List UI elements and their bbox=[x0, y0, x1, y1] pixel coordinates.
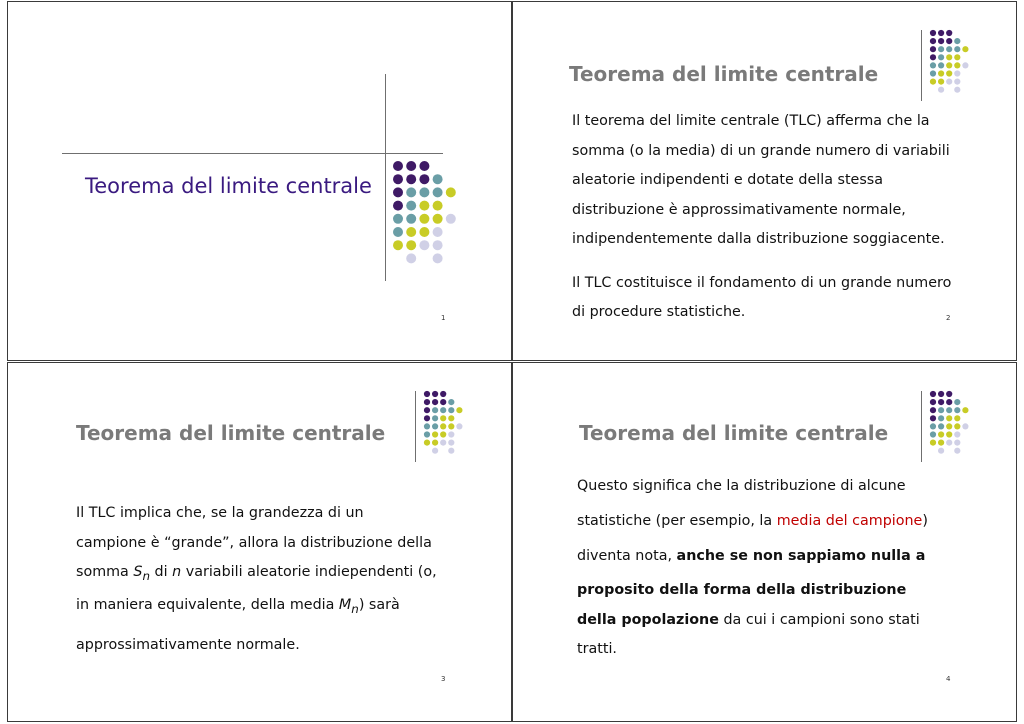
subscript-n: n bbox=[142, 568, 150, 583]
text-line bbox=[577, 606, 928, 634]
text-run: variabili aleatorie indiependenti (o, bbox=[181, 564, 437, 580]
decorative-dot bbox=[424, 415, 430, 421]
decorative-dot bbox=[954, 87, 960, 93]
decorative-dot bbox=[393, 201, 403, 211]
decorative-dot bbox=[954, 79, 960, 85]
text-line: Il TLC implica che, se la grandezza di un bbox=[76, 505, 364, 521]
text-line bbox=[76, 558, 437, 591]
decorative-dot bbox=[946, 431, 952, 437]
decorative-dot bbox=[419, 240, 429, 250]
decorative-dot bbox=[938, 448, 944, 454]
decorative-dot bbox=[946, 399, 952, 405]
decorative-dot bbox=[930, 79, 936, 85]
decorative-dot bbox=[424, 431, 430, 437]
text-line: Questo significa che la distribuzione di alcune bbox=[577, 478, 906, 494]
decorative-dot bbox=[432, 423, 438, 429]
text-line: indipendentemente dalla distribuzione soggiacente. bbox=[572, 231, 945, 247]
text-run: da cui i campioni sono stati bbox=[718, 612, 920, 628]
decorative-dot bbox=[938, 399, 944, 405]
decorative-dot bbox=[393, 227, 403, 237]
decorative-dot bbox=[930, 46, 936, 52]
decorative-dot bbox=[419, 227, 429, 237]
decorative-dot bbox=[432, 399, 438, 405]
symbol-n: n bbox=[172, 564, 182, 580]
decorative-dot bbox=[954, 407, 960, 413]
decorative-dot bbox=[954, 448, 960, 454]
text-line: campione è “grande”, allora la distribuzione della bbox=[76, 534, 432, 551]
decorative-dot bbox=[938, 415, 944, 421]
text-line bbox=[76, 591, 437, 624]
decorative-dot bbox=[393, 187, 403, 197]
decorative-dot bbox=[954, 415, 960, 421]
text-line: somma (o la media) di un grande numero di variabili bbox=[572, 142, 950, 159]
decorative-dot bbox=[419, 214, 429, 224]
decorative-dot bbox=[433, 187, 443, 197]
slide-2 bbox=[512, 1, 1017, 361]
decorative-dot bbox=[448, 407, 454, 413]
decorative-dot bbox=[433, 227, 443, 237]
decorative-dot bbox=[954, 54, 960, 60]
decorative-dot bbox=[433, 201, 443, 211]
subscript-n: n bbox=[351, 602, 359, 617]
decorative-dot bbox=[946, 423, 952, 429]
decorative-dot bbox=[406, 227, 416, 237]
decorative-dot bbox=[930, 38, 936, 44]
text-line: proposito della forma della distribuzione bbox=[577, 582, 907, 598]
decorative-dot bbox=[946, 30, 952, 36]
decorative-dot bbox=[406, 214, 416, 224]
decorative-dot bbox=[938, 38, 944, 44]
decorative-dot bbox=[419, 187, 429, 197]
decorative-dot bbox=[448, 399, 454, 405]
decorative-dot bbox=[938, 79, 944, 85]
text-run: diventa nota, bbox=[577, 548, 677, 564]
decorative-dot bbox=[406, 161, 416, 171]
decorative-dot bbox=[424, 407, 430, 413]
decorative-dot bbox=[440, 423, 446, 429]
text-run: ) bbox=[922, 513, 928, 529]
decorative-dot bbox=[424, 440, 430, 446]
decorative-dot bbox=[440, 399, 446, 405]
decorative-dot bbox=[930, 54, 936, 60]
decorative-dot bbox=[433, 253, 443, 263]
decorative-dot bbox=[938, 431, 944, 437]
slide-4 bbox=[512, 362, 1017, 722]
decorative-dot bbox=[946, 54, 952, 60]
decorative-dot bbox=[930, 431, 936, 437]
text-run: di bbox=[149, 564, 173, 580]
decorative-dot bbox=[456, 423, 462, 429]
decorative-dot bbox=[424, 391, 430, 397]
decorative-dot bbox=[393, 214, 403, 224]
decorative-dot bbox=[946, 70, 952, 76]
slide-title: Teorema del limite centrale bbox=[579, 421, 889, 445]
decorative-dot bbox=[448, 423, 454, 429]
slide-3 bbox=[7, 362, 512, 722]
text-run: somma bbox=[76, 564, 134, 580]
decorative-dot bbox=[930, 62, 936, 68]
decorative-dot bbox=[432, 391, 438, 397]
decorative-dot bbox=[433, 174, 443, 184]
decorative-dot bbox=[424, 399, 430, 405]
text-line: Il teorema del limite centrale (TLC) afferma che la bbox=[572, 113, 930, 129]
decorative-dot bbox=[406, 253, 416, 263]
decorative-dot bbox=[946, 79, 952, 85]
decorative-dot bbox=[938, 30, 944, 36]
decorative-dot bbox=[954, 38, 960, 44]
decorative-dot bbox=[946, 415, 952, 421]
decorative-dot bbox=[440, 415, 446, 421]
decorative-dot bbox=[433, 240, 443, 250]
decorative-dot bbox=[938, 407, 944, 413]
decorative-dot bbox=[954, 423, 960, 429]
decorative-dot bbox=[946, 391, 952, 397]
dot-grid-decoration bbox=[8, 2, 512, 361]
decorative-dot bbox=[930, 407, 936, 413]
decorative-dot bbox=[946, 46, 952, 52]
decorative-dot bbox=[930, 70, 936, 76]
decorative-dot bbox=[938, 54, 944, 60]
text-line: aleatorie indipendenti e dotate della stessa bbox=[572, 172, 884, 188]
decorative-dot bbox=[954, 62, 960, 68]
decorative-dot bbox=[393, 240, 403, 250]
text-line bbox=[577, 504, 928, 539]
decorative-dot bbox=[938, 423, 944, 429]
decorative-dot bbox=[406, 240, 416, 250]
decorative-dot bbox=[406, 201, 416, 211]
decorative-dot bbox=[938, 391, 944, 397]
highlighted-term: media del campione bbox=[776, 513, 923, 529]
decorative-dot bbox=[393, 161, 403, 171]
decorative-dot bbox=[432, 440, 438, 446]
main-title: Teorema del limite centrale bbox=[85, 174, 372, 198]
decorative-dot bbox=[938, 62, 944, 68]
decorative-dot bbox=[406, 187, 416, 197]
decorative-dot bbox=[424, 423, 430, 429]
decorative-dot bbox=[954, 440, 960, 446]
decorative-dot bbox=[440, 407, 446, 413]
page-number: 1 bbox=[441, 314, 446, 322]
decorative-dot bbox=[938, 87, 944, 93]
slide-body bbox=[577, 469, 928, 664]
decorative-dot bbox=[456, 407, 462, 413]
text-line: approssimativamente normale. bbox=[76, 636, 300, 653]
text-line: di procedure statistiche. bbox=[572, 304, 746, 320]
decorative-dot bbox=[946, 62, 952, 68]
slide-title: Teorema del limite centrale bbox=[76, 421, 386, 445]
decorative-dot bbox=[448, 431, 454, 437]
decorative-dot bbox=[446, 187, 456, 197]
decorative-dot bbox=[406, 174, 416, 184]
slide-title: Teorema del limite centrale bbox=[569, 62, 879, 86]
text-line: tratti. bbox=[577, 641, 617, 657]
decorative-dot bbox=[938, 440, 944, 446]
decorative-dot bbox=[962, 407, 968, 413]
decorative-dot bbox=[448, 448, 454, 454]
decorative-dot bbox=[962, 423, 968, 429]
bold-text: anche se non sappiamo nulla a bbox=[676, 548, 926, 564]
decorative-dot bbox=[954, 399, 960, 405]
decorative-dot bbox=[448, 415, 454, 421]
symbol-s: S bbox=[133, 564, 143, 580]
slide-1 bbox=[7, 1, 512, 361]
page-number: 4 bbox=[946, 675, 951, 683]
decorative-dot bbox=[432, 431, 438, 437]
decorative-dot bbox=[440, 391, 446, 397]
decorative-dot bbox=[432, 415, 438, 421]
bold-text: della popolazione bbox=[577, 612, 719, 628]
symbol-m: M bbox=[338, 597, 352, 614]
decorative-dot bbox=[446, 214, 456, 224]
text-run: ) sarà bbox=[358, 597, 400, 614]
page-number: 2 bbox=[946, 314, 951, 322]
slide-body bbox=[76, 499, 437, 660]
decorative-dot bbox=[938, 70, 944, 76]
decorative-dot bbox=[930, 391, 936, 397]
decorative-dot bbox=[938, 46, 944, 52]
decorative-dot bbox=[930, 399, 936, 405]
decorative-dot bbox=[946, 407, 952, 413]
decorative-dot bbox=[419, 174, 429, 184]
decorative-dot bbox=[954, 70, 960, 76]
decorative-dot bbox=[419, 201, 429, 211]
text-line bbox=[577, 539, 928, 574]
decorative-dot bbox=[432, 407, 438, 413]
decorative-dot bbox=[946, 38, 952, 44]
decorative-dot bbox=[393, 174, 403, 184]
decorative-dot bbox=[432, 448, 438, 454]
text-line: Il TLC costituisce il fondamento di un grande numero bbox=[572, 274, 952, 291]
decorative-dot bbox=[954, 431, 960, 437]
decorative-dot bbox=[419, 161, 429, 171]
decorative-dot bbox=[440, 431, 446, 437]
decorative-dot bbox=[433, 214, 443, 224]
decorative-dot bbox=[930, 415, 936, 421]
decorative-dot bbox=[448, 440, 454, 446]
decorative-dot bbox=[954, 46, 960, 52]
page-number: 3 bbox=[441, 675, 446, 683]
decorative-dot bbox=[962, 62, 968, 68]
text-run: statistiche (per esempio, la bbox=[577, 513, 777, 529]
slide-body bbox=[572, 107, 951, 328]
decorative-dot bbox=[930, 440, 936, 446]
decorative-dot bbox=[440, 440, 446, 446]
text-line: distribuzione è approssimativamente normale, bbox=[572, 201, 906, 218]
decorative-dot bbox=[930, 30, 936, 36]
text-run: in maniera equivalente, della media bbox=[76, 597, 339, 614]
decorative-dot bbox=[946, 440, 952, 446]
decorative-dot bbox=[962, 46, 968, 52]
decorative-dot bbox=[930, 423, 936, 429]
